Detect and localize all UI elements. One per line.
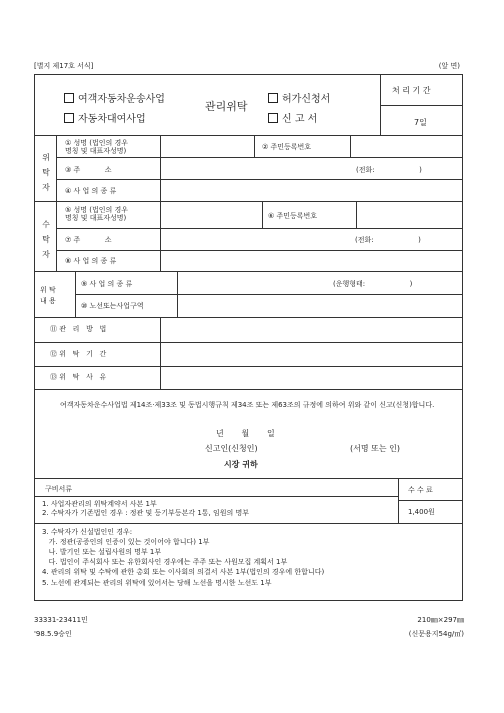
consignee-business-field[interactable]: [161, 251, 462, 270]
document-item: 나. 발기인 또는 설립사원의 명부 1부: [42, 548, 162, 556]
required-documents-title: 구비서류: [45, 485, 73, 493]
document-item: 다. 법인이 주식회사 또는 유한회사인 경우에는 주주 또는 사원모집 계획서 1부: [42, 558, 288, 566]
form-number: [별지 제17호 서식]: [34, 62, 94, 70]
paper-type: (신문용지54g/㎡): [408, 630, 464, 638]
addressee: 시장 귀하: [224, 460, 258, 469]
consignee-business-label: ⑧ 사 업 의 종 류: [65, 257, 117, 265]
consignor-name-label: ① 성명 (법인의 경우 명칭 및 대표자성명): [65, 139, 129, 156]
applicant-label: 신고인(신청인): [205, 444, 258, 453]
page-side-label: (앞 면): [438, 62, 460, 70]
consignee-address-label: ⑦ 주 소: [65, 236, 112, 244]
consignee-side-label: 수탁자: [42, 220, 50, 259]
management-method-field[interactable]: [161, 318, 462, 341]
checkbox-icon[interactable]: [64, 93, 74, 103]
option-permit-application[interactable]: 허가신청서: [268, 90, 330, 105]
signature-label: (서명 또는 인): [350, 444, 400, 453]
content-side-label: 위 탁 내 용: [40, 286, 56, 305]
fee-label: 수 수 료: [408, 486, 433, 494]
document-item: 1. 사업자관리의 위탁계약서 사본 1부: [42, 500, 157, 508]
consignor-business-field[interactable]: [161, 180, 462, 200]
consignor-id-field[interactable]: [351, 136, 462, 156]
declaration-text: 여객자동차운수사업법 제14조·제33조 및 동법시행규칙 제34조 또는 제63조의 규정에 의하여 위와 같이 신고(신청)합니다.: [60, 401, 435, 409]
paper-size: 210㎜×297㎜: [417, 616, 464, 624]
document-item: 3. 수탁자가 신설법인인 경우:: [42, 528, 133, 536]
consignee-name-label: ⑤ 성명 (법인의 경우 명칭 및 대표자성명): [65, 206, 129, 223]
consignee-id-field[interactable]: [357, 202, 462, 227]
checkbox-icon[interactable]: [64, 113, 74, 123]
consignor-address-label: ③ 주 소: [65, 166, 112, 174]
consignee-id-label: ⑥ 주민등록번호: [268, 212, 318, 220]
processing-period-value: 7일: [414, 118, 427, 127]
consignment-period-label: ⑫ 위 탁 기 간: [50, 350, 107, 358]
management-method-label: ⑪ 관 리 방 법: [50, 325, 107, 333]
checkbox-icon[interactable]: [268, 113, 278, 123]
fee-value: 1,400원: [408, 508, 435, 516]
document-item: 2. 수탁자가 기존법인 경우 : 정관 및 등기부등본각 1통, 임원의 명부: [42, 509, 250, 517]
document-item: 4. 관리의 위탁 및 수탁에 관한 총회 또는 이사회의 의결서 사본 1부(법인의 경우에 한합니다): [42, 568, 325, 576]
consignor-name-field[interactable]: [161, 136, 253, 156]
title-center: 관리위탁: [205, 100, 248, 113]
consignment-reason-field[interactable]: [161, 367, 462, 388]
option-passenger-transport[interactable]: 여객자동차운송사업: [64, 90, 165, 105]
checkbox-icon[interactable]: [268, 93, 278, 103]
form-code: 33331-23411민: [34, 616, 88, 624]
processing-period-label: 처 리 기 간: [392, 86, 431, 95]
document-item: 5. 노선에 관계되는 관리의 위탁에 있어서는 당해 노선을 명시한 노선도 1부: [42, 579, 272, 587]
content-route-field[interactable]: [178, 295, 462, 316]
consignor-phone-label: (전화: ): [356, 166, 422, 174]
document-item: 가. 정관(공증인의 인증이 있는 것이어야 합니다) 1부: [42, 538, 210, 546]
consignor-id-label: ② 주민등록번호: [262, 143, 312, 151]
declaration-date: 년 월 일: [216, 429, 275, 438]
option-report[interactable]: 신 고 서: [268, 110, 317, 125]
consignment-reason-label: ⑬ 위 탁 사 유: [50, 373, 107, 381]
option-car-rental[interactable]: 자동차대여사업: [64, 110, 146, 125]
consignee-name-field[interactable]: [161, 202, 261, 227]
content-operation-label: (운행형태: ): [333, 280, 413, 288]
content-business-label: ⑨ 사 업 의 종 류: [81, 280, 133, 288]
consignment-period-field[interactable]: [161, 343, 462, 365]
approval-date: '98.5.9승인: [34, 630, 72, 638]
content-business-field[interactable]: [178, 272, 462, 294]
content-route-label: ⑩ 노선또는사업구역: [81, 302, 144, 310]
consignor-business-label: ④ 사 업 의 종 류: [65, 187, 117, 195]
consignee-phone-label: (전화: ): [355, 236, 421, 244]
consignor-side-label: 위탁자: [42, 153, 50, 192]
